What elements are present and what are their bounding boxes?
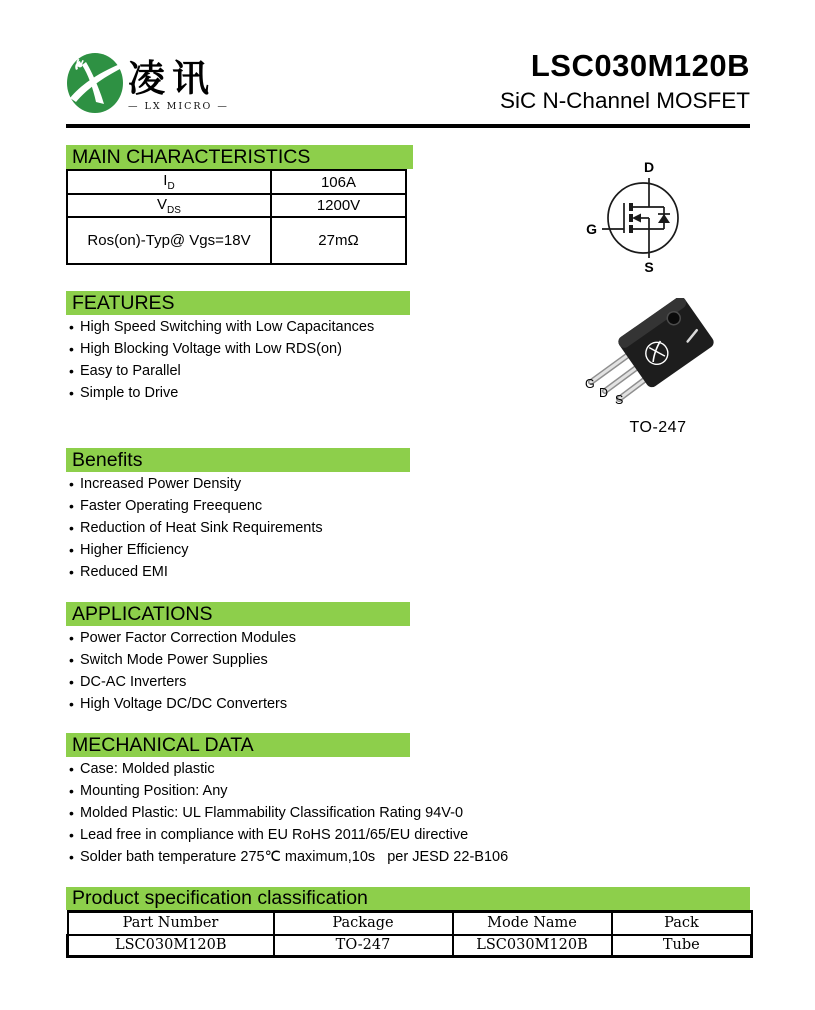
mechanical-data-list	[66, 758, 508, 868]
section-title-main-characteristics: MAIN CHARACTERISTICS	[66, 145, 413, 169]
device-type-subtitle: SiC N-Channel MOSFET	[499, 88, 750, 113]
table-row	[67, 217, 406, 264]
list-item: • Mounting Position: Any	[66, 780, 508, 802]
table-header-row	[68, 912, 752, 935]
section-title-applications: APPLICATIONS	[66, 602, 410, 626]
col-header-mode-name: Mode Name	[453, 912, 612, 935]
brand-name-cn: 凌讯	[128, 56, 216, 100]
applications-list	[66, 627, 410, 715]
package-pin-g-label: G	[585, 377, 595, 391]
section-mechanical-data	[66, 733, 508, 868]
cell-mode-name: LSC030M120B	[453, 935, 612, 957]
section-applications	[66, 602, 410, 715]
list-item: • Power Factor Correction Modules	[66, 627, 410, 649]
col-header-pack: Pack	[612, 912, 752, 935]
drain-label: D	[643, 159, 655, 175]
section-title-product-specification: Product specification classification	[66, 887, 750, 910]
cell-package: TO-247	[274, 935, 453, 957]
param-rdson	[67, 217, 271, 264]
list-item: • Case: Molded plastic	[66, 758, 508, 780]
table-row	[68, 935, 752, 957]
list-item: • Simple to Drive	[66, 382, 410, 404]
section-title-features: FEATURES	[66, 291, 410, 315]
list-item: • Faster Operating Freequenc	[66, 495, 410, 517]
table-row	[67, 170, 406, 194]
list-item: • Higher Efficiency	[66, 539, 410, 561]
package-pin-d-label: D	[599, 386, 609, 400]
list-item: • Switch Mode Power Supplies	[66, 649, 410, 671]
package-figure	[563, 298, 753, 437]
list-item: • High Voltage DC/DC Converters	[66, 693, 410, 715]
to-247-package-image	[563, 298, 753, 418]
list-item: • Easy to Parallel	[66, 360, 410, 382]
brand-name-en: — LX MICRO —	[128, 101, 229, 112]
list-item: • High Blocking Voltage with Low RDS(on)	[66, 338, 410, 360]
param-vds	[67, 194, 271, 217]
param-base: Ros(on)-Typ@ Vgs=18V	[87, 232, 251, 249]
list-item: • Reduced EMI	[66, 561, 410, 583]
section-product-specification	[66, 887, 753, 958]
section-features	[66, 291, 410, 404]
list-item: • DC-AC Inverters	[66, 671, 410, 693]
list-item: • Reduction of Heat Sink Requirements	[66, 517, 410, 539]
cell-pack: Tube	[612, 935, 752, 957]
product-specification-table	[66, 910, 753, 958]
gate-label: G	[586, 221, 597, 237]
param-id	[67, 170, 271, 194]
value-vds: 1200V	[271, 194, 406, 217]
features-list	[66, 316, 410, 404]
source-label: S	[644, 259, 654, 275]
mosfet-symbol-diagram	[568, 152, 718, 277]
package-caption: TO-247	[629, 419, 687, 436]
section-title-mechanical-data: MECHANICAL DATA	[66, 733, 410, 757]
brand-logo	[66, 52, 229, 114]
list-item: • Solder bath temperature 275℃ maximum,10s per JESD 22-B106	[66, 846, 508, 868]
list-item: • High Speed Switching with Low Capacitances	[66, 316, 410, 338]
brand-name-block	[128, 52, 229, 112]
param-base: V	[157, 195, 168, 213]
logo-swoosh-icon	[66, 52, 124, 114]
list-item: • Lead free in compliance with EU RoHS 2011/65/EU directive	[66, 824, 508, 846]
param-sub: DS	[167, 204, 181, 216]
list-item: • Molded Plastic: UL Flammability Classification Rating 94V-0	[66, 802, 508, 824]
table-row	[67, 194, 406, 217]
section-benefits	[66, 448, 410, 583]
cell-part-number: LSC030M120B	[68, 935, 274, 957]
col-header-package: Package	[274, 912, 453, 935]
section-title-benefits: Benefits	[66, 448, 410, 472]
title-block	[500, 48, 750, 116]
param-sub: D	[167, 181, 175, 192]
param-base: I	[163, 172, 168, 189]
value-rdson: 27mΩ	[271, 217, 406, 264]
benefits-list	[66, 473, 410, 583]
section-main-characteristics	[66, 145, 413, 265]
part-number-title: LSC030M120B	[530, 48, 750, 83]
list-item: • Increased Power Density	[66, 473, 410, 495]
col-header-part-number: Part Number	[68, 912, 274, 935]
package-pin-s-label: S	[615, 393, 624, 407]
header-divider	[66, 124, 750, 128]
main-characteristics-table	[66, 169, 407, 265]
value-id: 106A	[271, 170, 406, 194]
